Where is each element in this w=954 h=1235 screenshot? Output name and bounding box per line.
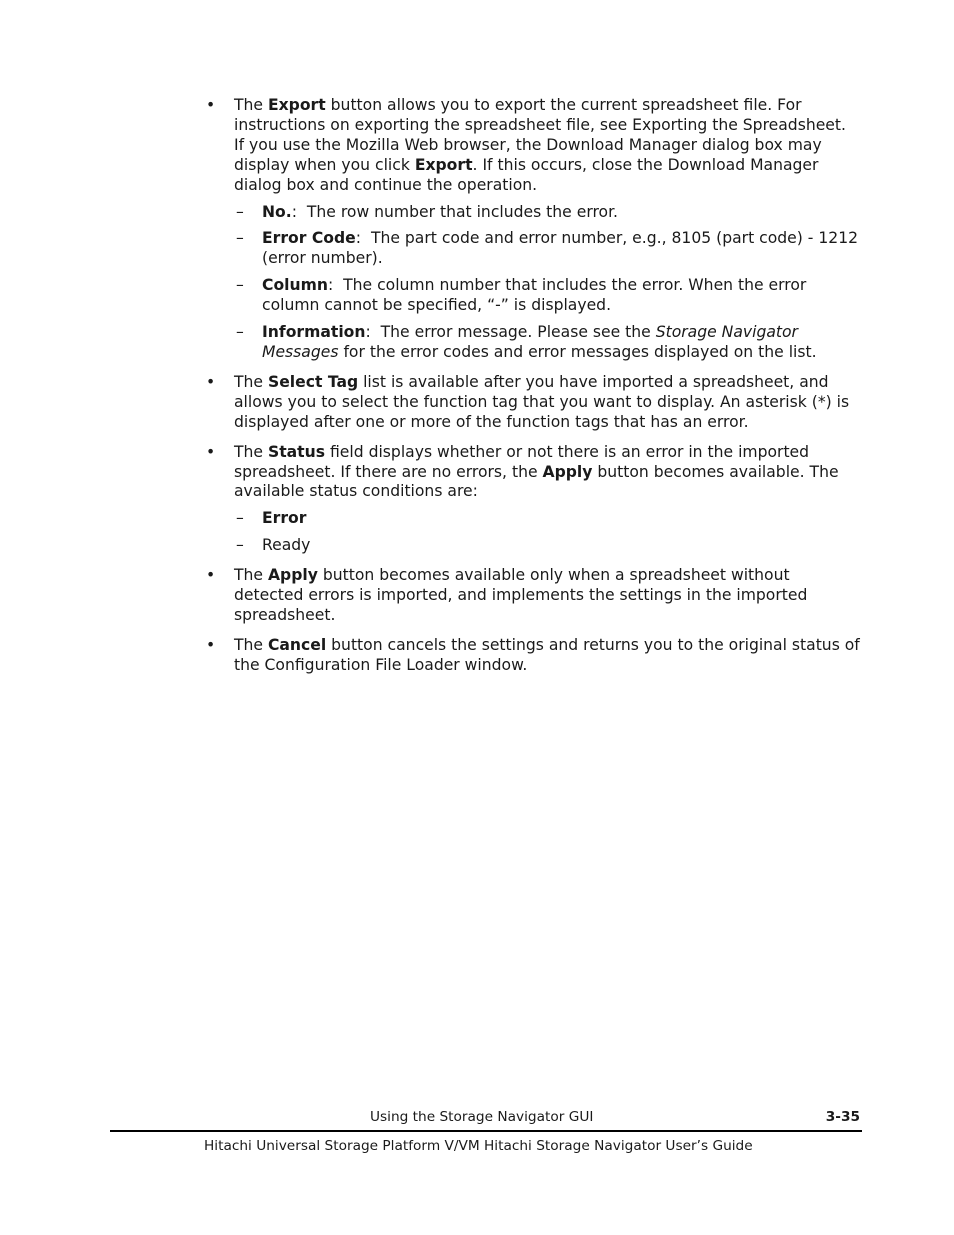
dash-glyph: – (236, 509, 244, 528)
text: button becomes available only when a spreadsheet without detected errors is imported, and implements the settings in the imported spreadsheet. (234, 566, 808, 624)
bullet-glyph: • (206, 96, 216, 114)
bullet-glyph: • (206, 635, 216, 654)
bullet-glyph: • (206, 372, 216, 391)
sub-item-no (234, 203, 860, 223)
text: The (234, 442, 268, 461)
sub-item-term: Column (262, 276, 328, 295)
text: button allows you to export the current spreadsheet file. For instructions on exporting the spreadsheet file, see Exporting the Spreadsheet. (234, 96, 846, 134)
text: If you use the Mozilla Web browser, the Download Manager dialog box may display when you click (234, 135, 822, 174)
bullet-glyph: • (206, 566, 216, 585)
status-term: Status (267, 442, 326, 461)
dash-glyph: – (236, 229, 244, 248)
text: : The error message. Please see the (365, 323, 656, 342)
bullet-glyph: • (206, 442, 216, 461)
text: The (234, 635, 268, 654)
text: . If this occurs, close the Download Manager dialog box and continue the operation. (234, 155, 819, 194)
export-bullet (206, 96, 864, 363)
condition-label: Ready (262, 536, 311, 555)
cancel-term: Cancel (267, 635, 327, 654)
dash-glyph: – (236, 536, 244, 555)
sub-item-text: The part code and error number, e.g., 8105 (part code) - 1212 (error number). (262, 229, 864, 268)
cancel-paragraph (234, 636, 860, 676)
sub-item-term: No. (262, 202, 292, 221)
text: field displays whether or not there is an error in the imported spreadsheet. If there are no errors, the (234, 442, 810, 481)
select-tag-paragraph (234, 373, 860, 433)
sub-item-column (234, 276, 860, 316)
cancel-bullet (206, 636, 860, 676)
sub-item-information (234, 323, 860, 363)
apply-term: Apply (542, 462, 593, 481)
condition-label: Error (262, 509, 307, 528)
text: for the error codes and error messages displayed on the list. (338, 342, 817, 361)
sub-item-term: Information (262, 323, 366, 342)
dash-glyph: – (236, 276, 244, 295)
status-condition-ready (234, 536, 860, 556)
select-tag-bullet (206, 373, 860, 433)
apply-paragraph (234, 566, 860, 626)
sub-item-text: The column number that includes the error. When the error column cannot be specified, “-” is displayed. (262, 276, 812, 315)
page-number: 3-35 (825, 1109, 860, 1125)
text: button cancels the settings and returns you to the original status of the Configuration File Loader window. (234, 635, 860, 674)
select-tag-term: Select Tag (267, 372, 359, 391)
sub-item-error-code (234, 229, 864, 269)
text: : (327, 276, 334, 295)
sub-item-term: Error Code (262, 229, 356, 248)
footer-section-title: Using the Storage Navigator GUI (370, 1109, 594, 1125)
text: The (234, 372, 268, 391)
status-bullet (206, 443, 860, 557)
apply-bullet (206, 566, 860, 626)
text: The (234, 96, 268, 114)
book-title: Storage Navigator Messages (262, 323, 798, 361)
dash-glyph: – (236, 323, 244, 342)
apply-term: Apply (267, 566, 318, 585)
mozilla-paragraph (234, 136, 860, 196)
text: list is available after you have imported a spreadsheet, and allows you to select the function tag that you want to display. An asterisk (*) is displayed after one or more of the function tags that has an error. (234, 372, 850, 431)
text: The (234, 566, 268, 585)
export-term: Export (414, 155, 473, 174)
export-paragraph (234, 96, 860, 136)
text: : (355, 229, 362, 248)
dash-glyph: – (236, 202, 244, 221)
sub-item-text: The row number that includes the error. (296, 202, 619, 221)
footer-divider (110, 1130, 862, 1132)
status-paragraph (234, 443, 860, 503)
footer-guide-title: Hitachi Universal Storage Platform V/VM Hitachi Storage Navigator User’s Guide (204, 1138, 753, 1154)
text: : (291, 202, 297, 221)
text: button becomes available. The available status conditions are: (234, 462, 839, 501)
status-condition-error (234, 509, 860, 529)
export-term: Export (267, 96, 326, 114)
document-body (206, 96, 864, 686)
